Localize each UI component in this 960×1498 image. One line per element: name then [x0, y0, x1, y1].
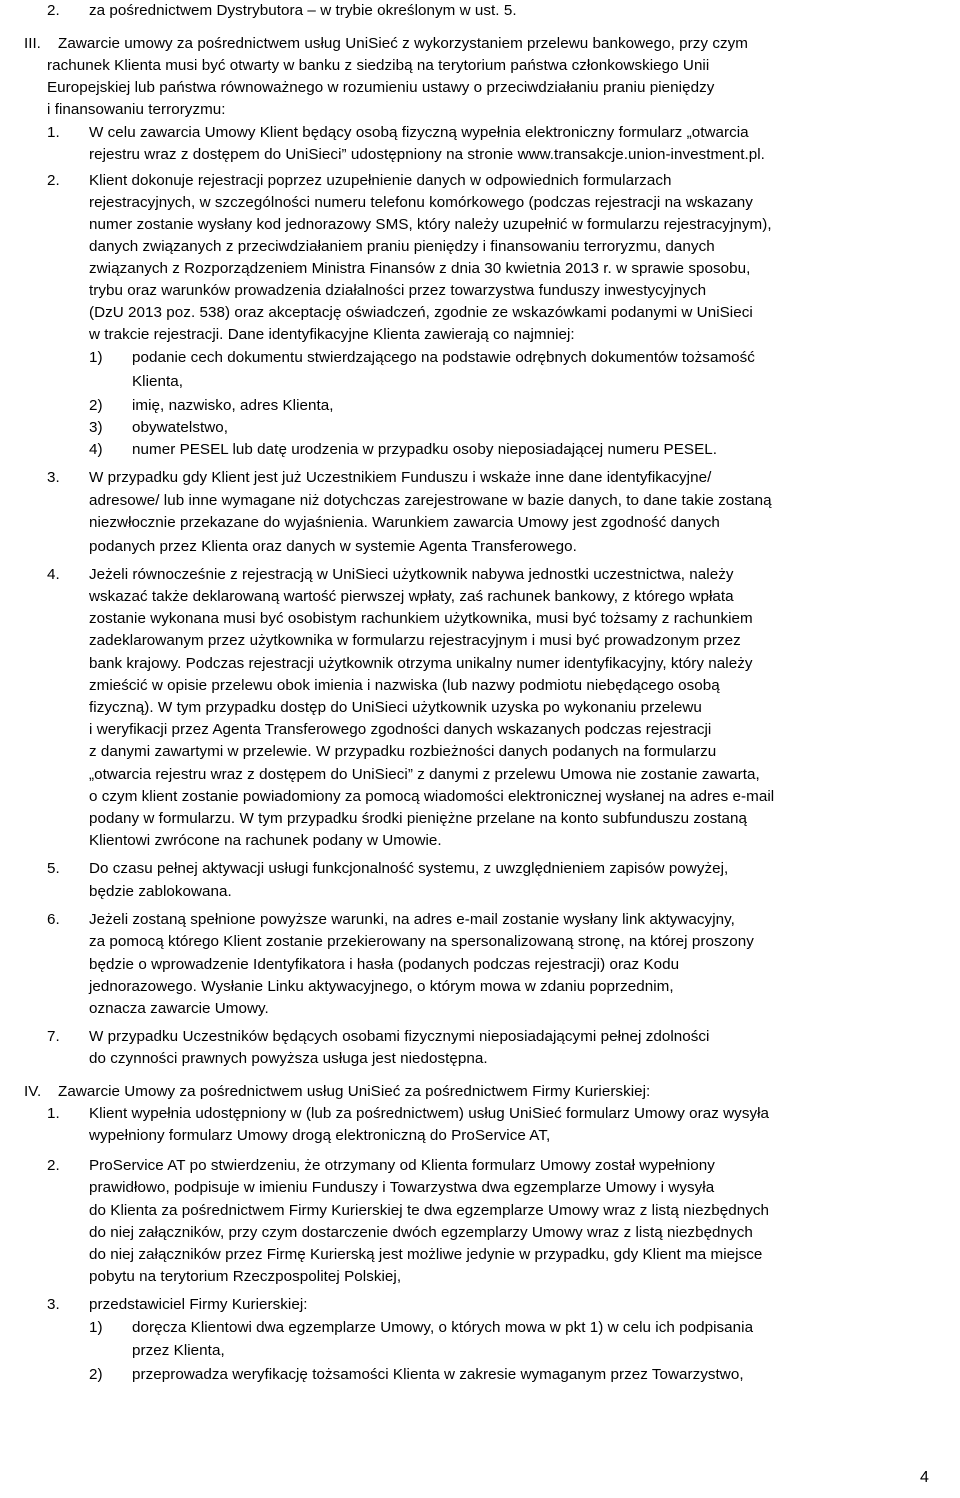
list-item-line: rejestru wraz z dostępem do UniSieci” udostępniony na stronie www.transakcje.union-investment.pl. — [89, 146, 765, 163]
section-intro-line: Zawarcie umowy za pośrednictwem usług UniSieć z wykorzystaniem przelewu bankowego, przy czym — [58, 35, 748, 52]
list-item-text: za pośrednictwem Dystrybutora – w trybie określonym w ust. 5. — [89, 2, 517, 19]
sublist-number: 3) — [89, 419, 103, 436]
sublist-item-line: doręcza Klientowi dwa egzemplarze Umowy, o których mowa w pkt 1) w celu ich podpisania — [132, 1319, 754, 1336]
list-item-line: do czynności prawnych powyższa usługa jest niedostępna. — [89, 1050, 488, 1067]
list-item-line: niezwłocznie przekazane do wyjaśnienia. Warunkiem zawarcia Umowy jest zgodność danych — [89, 514, 720, 531]
list-item-line: W przypadku Uczestników będących osobami fizycznymi nieposiadającymi pełnej zdolności — [89, 1028, 710, 1045]
list-number: 3. — [47, 469, 60, 486]
section-intro-line: i finansowaniu terroryzmu: — [47, 101, 226, 118]
list-number: 1. — [47, 124, 60, 141]
sublist-item-line: imię, nazwisko, adres Klienta, — [132, 397, 334, 414]
list-number: 2. — [47, 1157, 60, 1174]
list-item-line: do Klienta za pośrednictwem Firmy Kurierskiej te dwa egzemplarze Umowy wraz z listą niezbędnych — [89, 1202, 770, 1219]
section-number: III. — [24, 35, 41, 52]
list-item-line: numer zostanie wysłany kod jednorazowy SMS, który należy uzupełnić w formularzu rejestracyjnym), — [89, 216, 772, 233]
list-item-line: do niej załączników, przy czym dostarczenie dwóch egzemplarzy Umowy wraz z listą niezbędnych — [89, 1224, 753, 1241]
list-item-line: Klientowi zwrócone na rachunek podany w Umowie. — [89, 832, 442, 849]
list-item-line: przedstawiciel Firmy Kurierskiej: — [89, 1296, 308, 1313]
list-item-line: wskazać także deklarowaną wartość pierwszej wpłaty, zaś rachunek bankowy, z którego wpłata — [89, 588, 734, 605]
list-item-line: Jeżeli zostaną spełnione powyższe warunki, na adres e-mail zostanie wysłany link aktywacyjny, — [89, 911, 735, 928]
section-intro-line: rachunek Klienta musi być otwarty w banku z siedzibą na terytorium państwa członkowskiego Unii — [47, 57, 710, 74]
page-number: 4 — [920, 1469, 929, 1486]
sublist-item-line: numer PESEL lub datę urodzenia w przypadku osoby nieposiadającej numeru PESEL. — [132, 441, 718, 458]
list-item-line: ProService AT po stwierdzeniu, że otrzymany od Klienta formularz Umowy został wypełniony — [89, 1157, 715, 1174]
list-item-line: adresowe/ lub inne wymagane niż dotychczas zarejestrowane w bazie danych, to dane takie zostaną — [89, 492, 772, 509]
list-item-line: i weryfikacji przez Agenta Transferowego zgodności danych wskazanych podczas rejestracji — [89, 721, 712, 738]
list-item-line: w trakcie rejestracji. Dane identyfikacyjne Klienta zawierają co najmniej: — [89, 326, 575, 343]
list-item-line: rejestracyjnych, w szczególności numeru telefonu komórkowego (podczas rejestracji na wskazany — [89, 194, 753, 211]
list-number: 2. — [47, 2, 60, 19]
sublist-item-line: przez Klienta, — [132, 1342, 225, 1359]
sublist-item-line: przeprowadza weryfikację tożsamości Klienta w zakresie wymaganym przez Towarzystwo, — [132, 1366, 744, 1383]
sublist-item-line: podanie cech dokumentu stwierdzającego na podstawie odrębnych dokumentów tożsamość — [132, 349, 755, 366]
list-item-line: Do czasu pełnej aktywacji usługi funkcjonalność systemu, z uwzględnieniem zapisów powyżej, — [89, 860, 729, 877]
list-number: 4. — [47, 566, 60, 583]
sublist-number: 2) — [89, 397, 103, 414]
sublist-number: 1) — [89, 1319, 103, 1336]
list-item-line: W przypadku gdy Klient jest już Uczestnikiem Funduszu i wskaże inne dane identyfikacyjne/ — [89, 469, 712, 486]
list-item-line: W celu zawarcia Umowy Klient będący osobą fizyczną wypełnia elektroniczny formularz „otwarcia — [89, 124, 749, 141]
list-item-line: podanych przez Klienta oraz danych w systemie Agenta Transferowego. — [89, 538, 577, 555]
sublist-number: 1) — [89, 349, 103, 366]
list-item-line: związanych z Rozporządzeniem Ministra Finansów z dnia 30 kwietnia 2013 r. w sprawie sposobu, — [89, 260, 751, 277]
list-item-line: wypełniony formularz Umowy drogą elektroniczną do ProService AT, — [89, 1127, 551, 1144]
list-item-line: Jeżeli równocześnie z rejestracją w UniSieci użytkownik nabywa jednostki uczestnictwa, należy — [89, 566, 734, 583]
list-item-line: Klient wypełnia udostępniony w (lub za pośrednictwem) usług UniSieć formularz Umowy oraz wysyła — [89, 1105, 770, 1122]
section-intro-line: Europejskiej lub państwa równoważnego w rozumieniu ustawy o przeciwdziałaniu praniu pieniędzy — [47, 79, 715, 96]
section-number: IV. — [24, 1083, 42, 1100]
list-item-line: zostanie wykonana musi być osobistym rachunkiem użytkownika, musi być tożsamy z rachunkiem — [89, 610, 753, 627]
list-item-line: będzie o wprowadzenie Identyfikatora i hasła (podanych podczas rejestracji) oraz Kodu — [89, 956, 680, 973]
list-item-line: danych związanych z przeciwdziałaniem praniu pieniędzy i finansowaniu terroryzmu, danych — [89, 238, 715, 255]
sublist-number: 2) — [89, 1366, 103, 1383]
list-item-line: z danymi zawartymi w przelewie. W przypadku rozbieżności danych podanych na formularzu — [89, 743, 717, 760]
list-number: 2. — [47, 172, 60, 189]
list-number: 1. — [47, 1105, 60, 1122]
list-item-line: o czym klient zostanie powiadomiony za pomocą wiadomości elektronicznej wysłanej na adres e-mail — [89, 788, 775, 805]
sublist-item-line: obywatelstwo, — [132, 419, 229, 436]
list-item-line: jednorazowego. Wysłanie Linku aktywacyjnego, o którym mowa w zdaniu poprzednim, — [89, 978, 674, 995]
list-item-line: zmieścić w opisie przelewu obok imienia i nazwiska (lub nazwy podmiotu niebędącego osobą — [89, 677, 720, 694]
list-item-line: za pomocą którego Klient zostanie przekierowany na spersonalizowaną stronę, na której proszony — [89, 933, 754, 950]
list-item-line: trybu oraz warunków prowadzenia działalności przez towarzystwa funduszy inwestycyjnych — [89, 282, 707, 299]
sublist-number: 4) — [89, 441, 103, 458]
list-number: 3. — [47, 1296, 60, 1313]
list-item-line: podany w formularzu. W tym przypadku środki pieniężne przelane na konto subfunduszu zostaną — [89, 810, 747, 827]
sublist-item-line: Klienta, — [132, 373, 184, 390]
list-number: 6. — [47, 911, 60, 928]
list-item-line: do niej załączników przez Firmę Kurierską jest możliwe jedynie w przypadku, gdy Klient ma miejsce — [89, 1246, 763, 1263]
list-item-line: prawidłowo, podpisuje w imieniu Funduszy i Towarzystwa dwa egzemplarze Umowy i wysyła — [89, 1179, 715, 1196]
list-item-line: fizyczną). W tym przypadku dostęp do UniSieci użytkownik uzyska po wykonaniu przelewu — [89, 699, 702, 716]
list-item-line: bank krajowy. Podczas rejestracji użytkownik otrzyma unikalny numer identyfikacyjny, który należy — [89, 655, 753, 672]
list-item-line: Klient dokonuje rejestracji poprzez uzupełnienie danych w odpowiednich formularzach — [89, 172, 672, 189]
list-item-line: zadeklarowanym przez użytkownika w formularzu rejestracyjnym i musi być prowadzonym przez — [89, 632, 741, 649]
list-item-line: będzie zablokowana. — [89, 883, 232, 900]
list-item-line: (DzU 2013 poz. 538) oraz akceptację oświadczeń, zgodnie ze wskazówkami podanymi w UniSieci — [89, 304, 753, 321]
list-number: 5. — [47, 860, 60, 877]
list-item-line: „otwarcia rejestru wraz z dostępem do UniSieci” z danymi z przelewu Umowa nie zostanie zawarta, — [89, 766, 760, 783]
section-intro-line: Zawarcie Umowy za pośrednictwem usług UniSieć za pośrednictwem Firmy Kurierskiej: — [58, 1083, 651, 1100]
list-number: 7. — [47, 1028, 60, 1045]
list-item-line: pobytu na terytorium Rzeczpospolitej Polskiej, — [89, 1268, 402, 1285]
list-item-line: oznacza zawarcie Umowy. — [89, 1000, 269, 1017]
